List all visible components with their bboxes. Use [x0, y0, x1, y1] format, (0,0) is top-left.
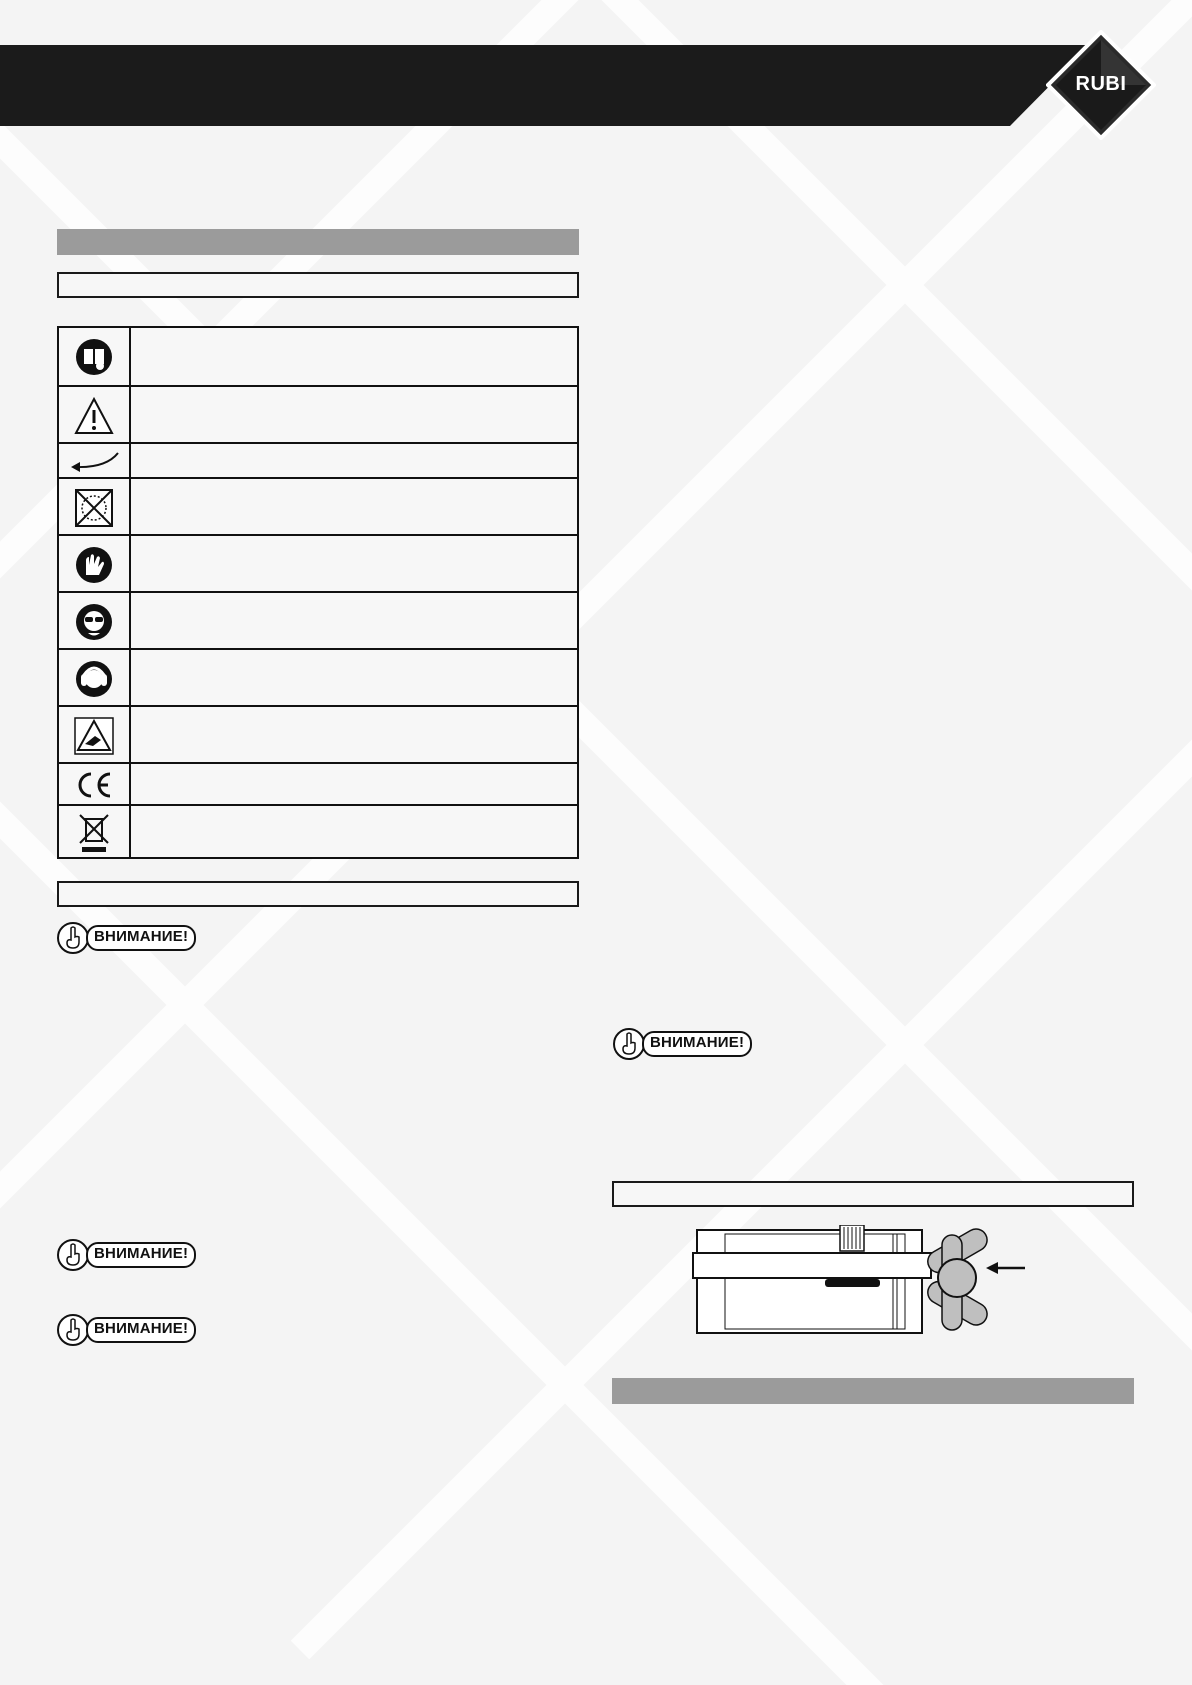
symbol-row	[59, 804, 577, 859]
warning-label: ВНИМАНИЕ!	[86, 925, 196, 951]
ce-mark-icon	[59, 764, 131, 806]
tile-cutter-diagram	[690, 1225, 1030, 1340]
warning-label: ВНИМАНИЕ!	[86, 1242, 196, 1268]
symbol-row	[59, 328, 577, 385]
finger-pointing-icon	[56, 921, 90, 955]
subsection-box-safety	[57, 881, 579, 907]
warning-badge	[56, 1313, 196, 1347]
symbol-row	[59, 534, 577, 593]
warning-label: ВНИМАНИЕ!	[642, 1031, 752, 1057]
gloves-icon	[59, 536, 131, 593]
symbol-row	[59, 385, 577, 444]
symbol-row	[59, 477, 577, 536]
symbol-row	[59, 648, 577, 707]
ear-protection-icon	[59, 650, 131, 707]
warning-triangle-icon	[59, 387, 131, 444]
weee-bin-icon	[59, 806, 131, 859]
finger-pointing-icon	[56, 1313, 90, 1347]
symbol-row	[59, 591, 577, 650]
symbol-row	[59, 762, 577, 806]
warning-badge	[56, 1238, 196, 1272]
header-banner	[0, 45, 1150, 126]
subsection-box-symbols	[57, 272, 579, 298]
logo-text: RUBI	[1075, 73, 1127, 95]
safety-glasses-icon	[59, 593, 131, 650]
warning-label: ВНИМАНИЕ!	[86, 1317, 196, 1343]
read-manual-icon	[59, 328, 131, 385]
section-bar-right	[612, 1378, 1134, 1404]
warning-badge	[56, 921, 196, 955]
symbol-table	[57, 326, 579, 859]
warning-badge	[612, 1027, 752, 1061]
cut-hazard-icon	[59, 707, 131, 764]
symbol-row	[59, 705, 577, 764]
finger-pointing-icon	[612, 1027, 646, 1061]
section-bar-left	[57, 229, 579, 255]
symbol-row	[59, 442, 577, 479]
no-level-surface-icon	[59, 479, 131, 536]
rubi-logo	[1046, 30, 1156, 140]
subsection-box-diagram	[612, 1181, 1134, 1207]
finger-pointing-icon	[56, 1238, 90, 1272]
curved-arrow-icon	[59, 444, 131, 479]
